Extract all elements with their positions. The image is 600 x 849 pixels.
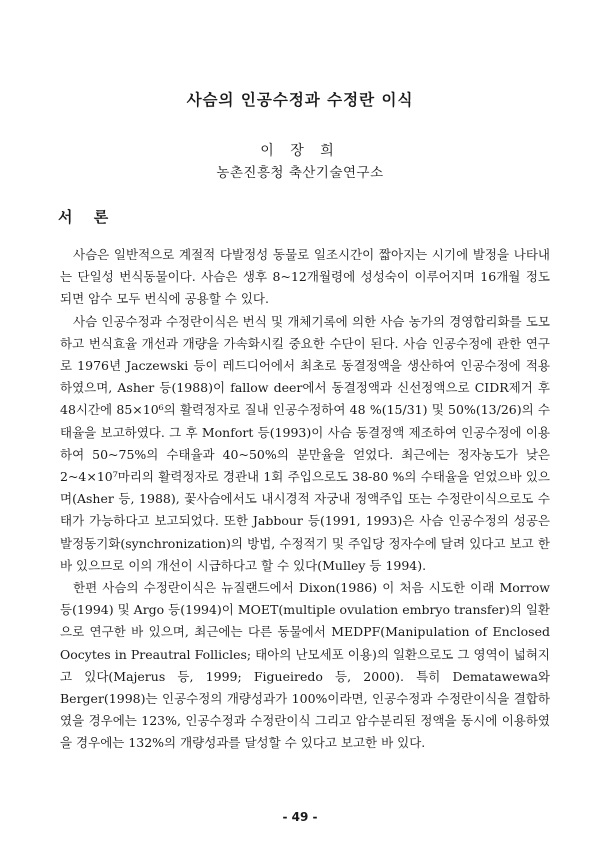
paragraph-2: 사슴 인공수정과 수정란이식은 번식 및 개체기록에 의한 사슴 농가의 경영합리화를 도모하고 번식효율 개선과 개량을 가속화시킬 중요한 수단이 된다. 사슴 인공수정에 관한 연구로 1976년 Jaczewski 등이 레드디어에서 최초로 동결정액을 생산하여 인공수정에 적용하였으며, Asher 등(1988)이 fallow deer에서 동결정액과 신선정액으로 CIDR제거 후 48시간에 85×10⁶의 활력정자로 질내 인공수정하여 48 %(15/31) 및 50%(13/26)의 수태율을 보고하였다. 그 후 Monfort 등(1993)이 사슴 동결정액 제조하여 인공수정에 이용하여 50~75%의 수태율과 40~50%의 분만율을 얻었다. 최근에는 정자농도가 낮은 2~4×10⁷마리의 활력정자로 경관내 1회 주입으로도 38-80 %의 수태율을 얻었으바 있으며(Asher 등, 1988), 꽃사슴에서도 내시경적 자궁내 정액주입 또는 수정란이식으로도 수태가 가능하다고 보고되었다. 또한 Jabbour 등(1991, 1993)은 사슴 인공수정의 성공은 발정동기화(synchronization)의 방법, 수정적기 및 주입당 정자수에 달려 있다고 보고 한 바 있으므로 이의 개선이 시급하다고 할 수 있다(Mulley 등 1994). — [60, 313, 550, 573]
paragraph-1: 사슴은 일반적으로 계절적 다발정성 동물로 일조시간이 짧아지는 시기에 발정을 나타내는 단일성 번식동물이다. 사슴은 생후 8~12개월령에 성성숙이 이루어지며 16개월 정도 되면 암수 모두 번식에 공용할 수 있다. — [60, 247, 550, 307]
author-affiliation: 농촌진흥청 축산기술연구소 — [216, 165, 384, 181]
author-name: 이 장 희 — [260, 143, 340, 159]
paragraph-3: 한편 사슴의 수정란이식은 뉴질랜드에서 Dixon(1986) 이 처음 시도한 이래 Morrow 등(1994) 및 Argo 등(1994)이 MOET(multiple ovulation embryo transfer)의 일환으로 연구한 바 있으며, 최근에는 다른 동물에서 MEDPF(Manipulation of Enclosed Oocytes in Preautral Follicles; 태아의 난모세포 이용)의 일환으로도 그 영역이 넓혀지고 있다(Majerus 등, 1999; Figueiredo 등, 2000). 특히 Dematawewa와 Berger(1998)는 인공수정의 개량성과가 100%이라면, 인공수정과 수정란이식을 결합하였을 경우에는 123%, 인공수정과 수정란이식 그리고 암수분리된 정액을 동시에 이용하였을 경우에는 132%의 개량성과를 달성할 수 있다고 보고한 바 있다. — [60, 580, 550, 751]
paper-title: 사슴의 인공수정과 수정란 이식 — [186, 91, 414, 109]
section-heading: 서 론 — [58, 208, 117, 226]
body-text — [60, 244, 550, 755]
page-number: - 49 - — [282, 810, 318, 824]
